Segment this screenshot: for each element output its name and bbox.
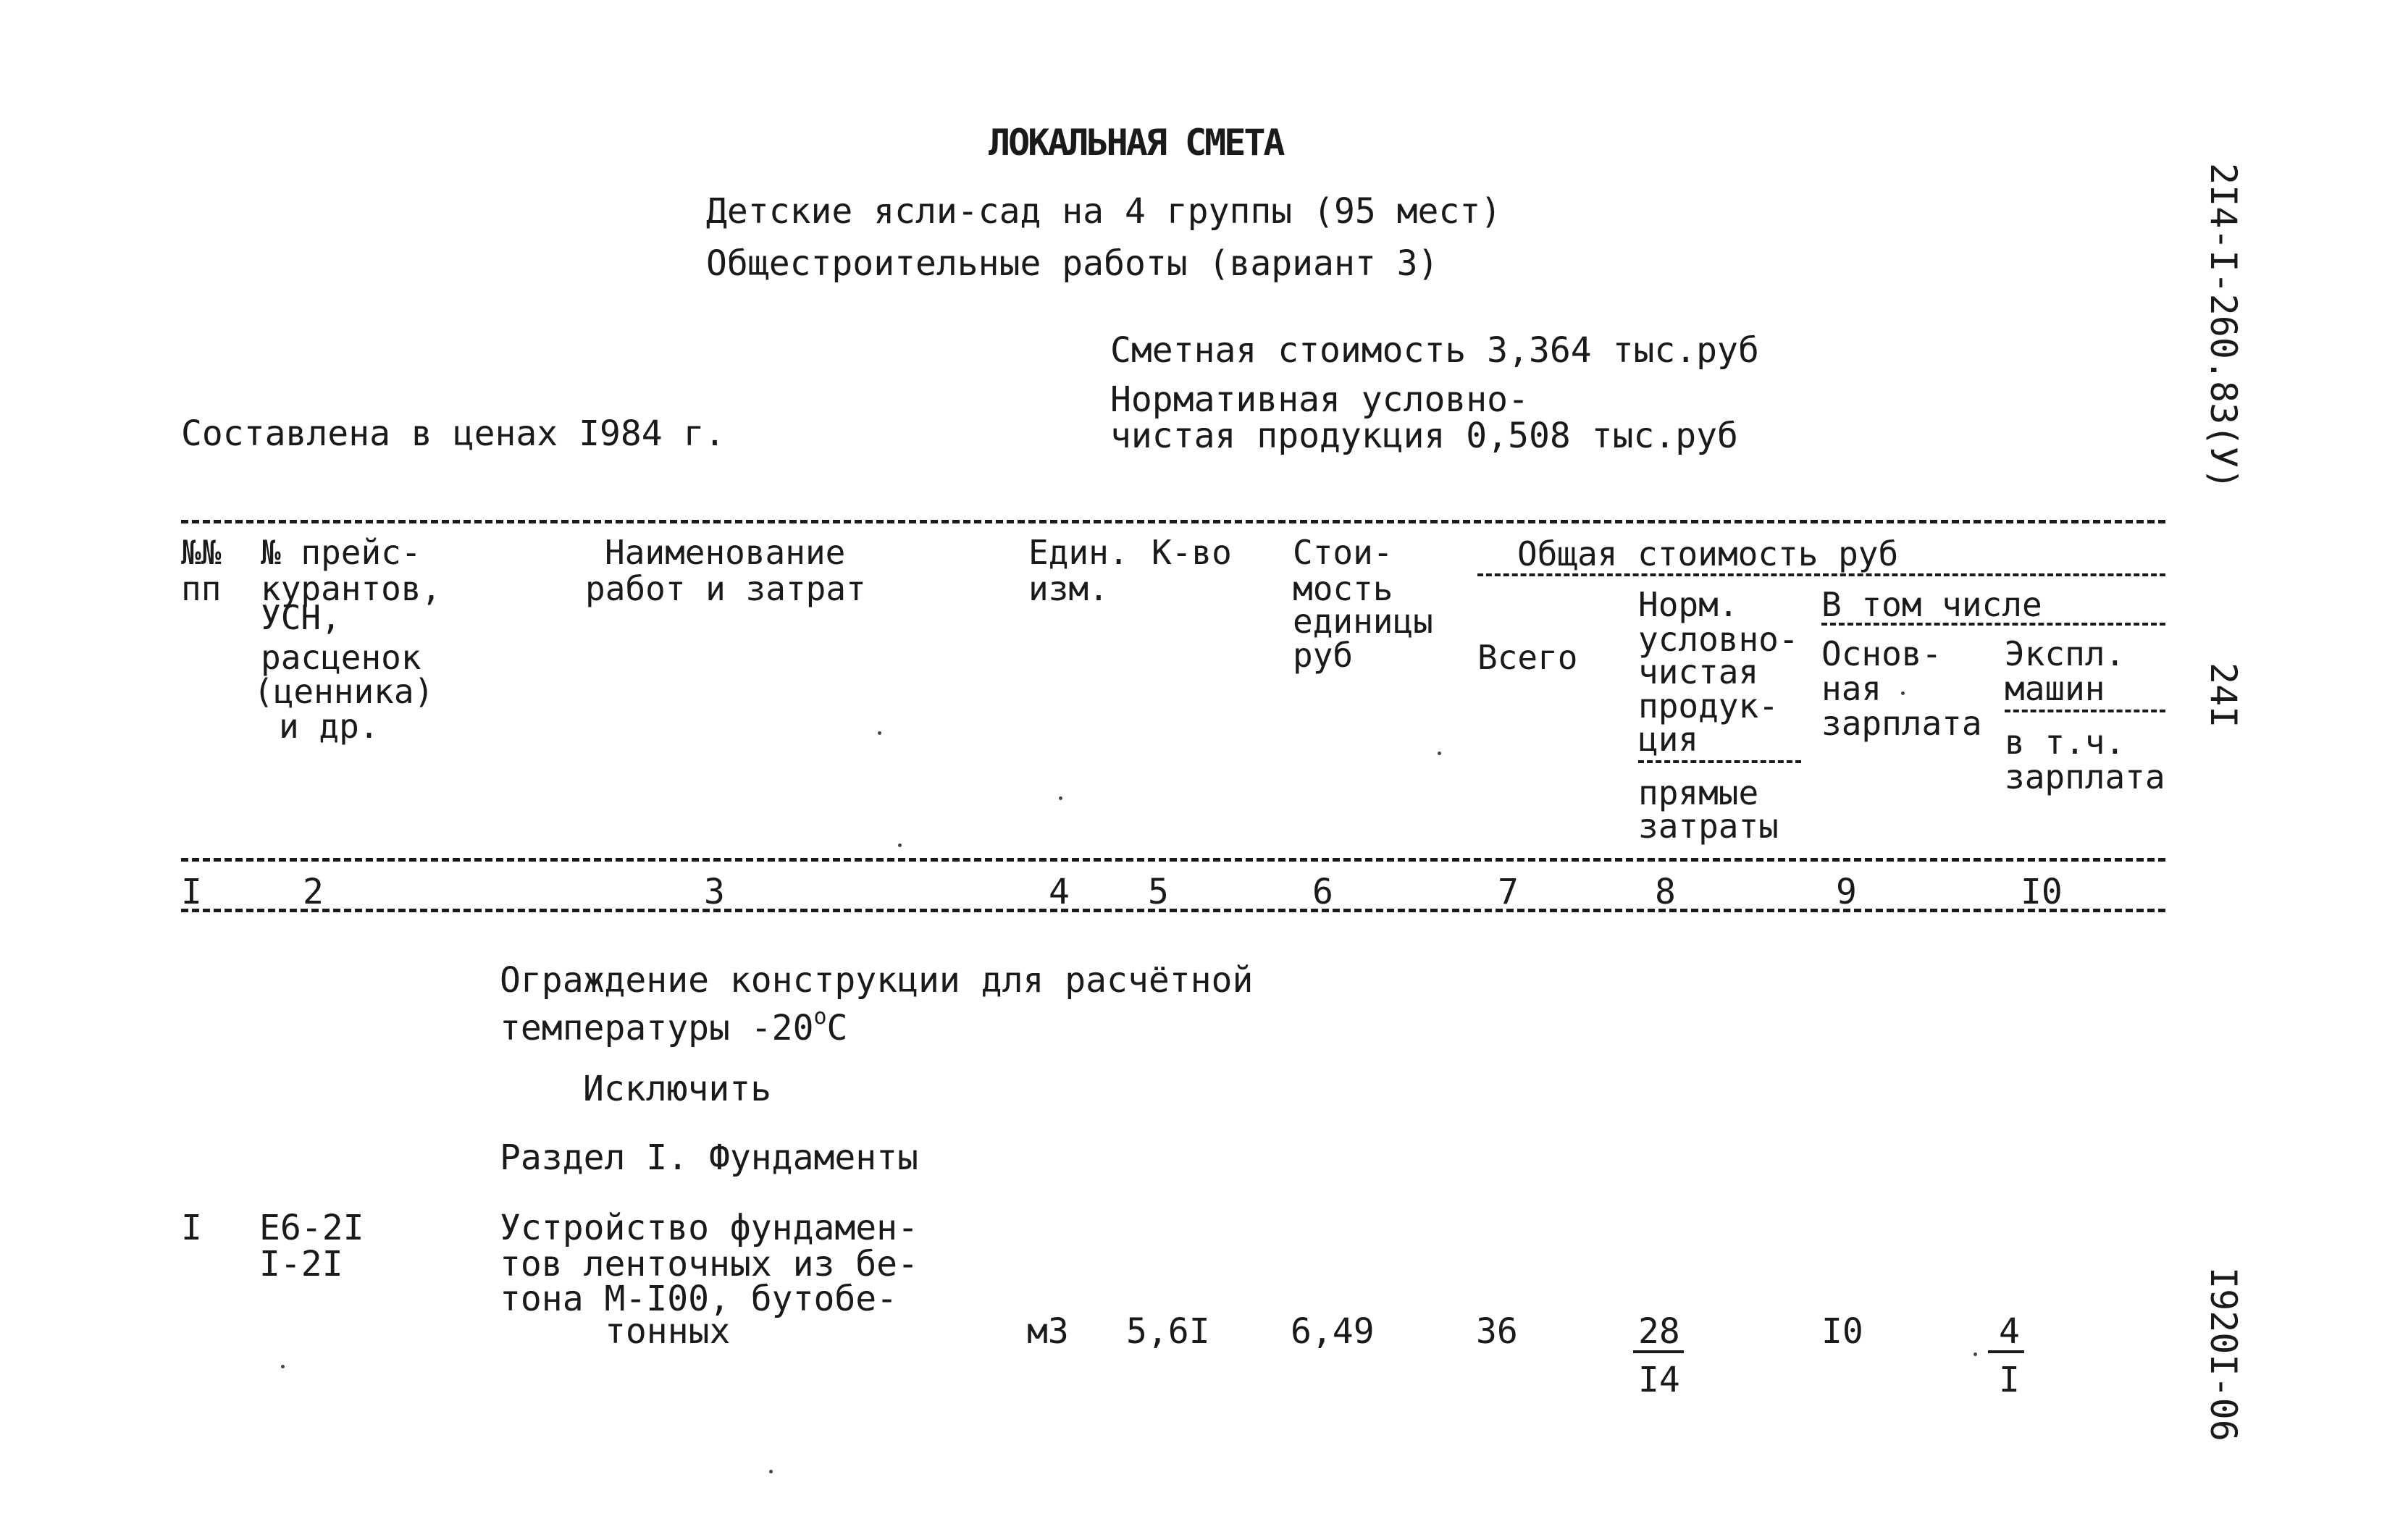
scan-speck — [898, 843, 902, 847]
column-number: 8 — [1655, 872, 1676, 912]
header-total-cost: Общая стоимость руб — [1517, 534, 1899, 573]
column-number: 9 — [1836, 872, 1857, 912]
header-including: В том числе — [1821, 585, 2042, 624]
work-name-line: Устройство фундамен- — [500, 1208, 918, 1248]
price-code-2: I-2I — [259, 1244, 343, 1284]
section-note-line1: Ограждение конструкции для расчётной — [500, 960, 1254, 1001]
direct-costs-cell: I4 — [1638, 1360, 1680, 1400]
object-name: Детские ясли-сад на 4 группы (95 мест) — [706, 191, 1502, 232]
header-col-8-line: продук- — [1638, 686, 1779, 725]
header-col-8-line: чистая — [1638, 652, 1759, 691]
header-col-5: К-во — [1152, 533, 1232, 572]
estimated-cost: Сметная стоимость 3,364 тыс.руб — [1110, 330, 1759, 371]
exclude-label: Исключить — [583, 1069, 772, 1109]
column-number: 3 — [704, 872, 725, 912]
header-col-10-line: Экспл. — [2005, 634, 2126, 673]
machines-fraction-line — [1988, 1350, 2024, 1353]
prices-year: Составлена в ценах I984 г. — [181, 413, 726, 454]
header-col-2-line: УСН, — [261, 598, 341, 637]
header-col-8-line: условно- — [1638, 620, 1799, 659]
header-col-10-bottom-line: в т.ч. — [2005, 723, 2126, 762]
col-8-underline — [1638, 760, 1801, 763]
scan-speck — [878, 731, 881, 735]
section-note-line2 — [500, 1004, 848, 1048]
scan-speck — [1901, 691, 1905, 695]
total-cost-underline — [1477, 573, 2165, 576]
norm-production-cell: 28 — [1638, 1311, 1680, 1352]
header-col-9-line: зарплата — [1821, 704, 1982, 743]
side-code-bottom: I920I-06 — [2202, 1267, 2244, 1442]
machines-salary-cell: I — [1999, 1360, 2020, 1400]
column-number: 5 — [1148, 872, 1169, 912]
column-number: I0 — [2021, 872, 2063, 912]
header-col-2-line: № прейс- — [261, 533, 421, 572]
document-title: ЛОКАЛЬНАЯ СМЕТА — [989, 122, 1283, 164]
salary-cell: I0 — [1821, 1311, 1863, 1352]
column-numbers-rule — [181, 909, 2165, 912]
work-type: Общестроительные работы (вариант 3) — [706, 243, 1439, 284]
header-col-6-line: единицы — [1293, 602, 1433, 641]
norm-fraction-line — [1633, 1350, 1684, 1353]
work-name-line: тона М-I00, бутобе- — [500, 1279, 898, 1319]
header-col-8-line: ция — [1638, 720, 1699, 759]
header-col-7: Всего — [1477, 638, 1578, 677]
work-name-line: тонных — [605, 1311, 731, 1352]
price-code-1: Е6-2I — [259, 1208, 364, 1248]
column-number: 4 — [1049, 872, 1070, 912]
header-col-9-line: ная — [1821, 669, 1882, 708]
header-col-1-line: №№ — [181, 533, 222, 572]
header-col-3-line: работ и затрат — [585, 569, 866, 608]
unit-cell: м3 — [1027, 1311, 1069, 1352]
header-col-6-line: Стои- — [1293, 533, 1393, 572]
column-number: I — [181, 872, 202, 912]
temperature-unit: С — [826, 1008, 848, 1048]
header-col-8-line: Норм. — [1638, 585, 1739, 624]
total-cost-cell: 36 — [1476, 1311, 1518, 1352]
header-col-10-line: машин — [2005, 669, 2105, 708]
column-number: 7 — [1498, 872, 1519, 912]
norm-production-line1: Нормативная условно- — [1110, 379, 1529, 420]
row-number: I — [181, 1208, 202, 1248]
header-col-1-line: пп — [181, 569, 222, 608]
including-underline — [1821, 623, 2165, 626]
header-col-3-line: Наименование — [605, 533, 846, 572]
scan-speck — [1974, 1352, 1977, 1356]
header-col-2-line: курантов, — [261, 569, 442, 608]
header-col-2-line: (ценника) — [253, 672, 435, 711]
degree-sign: о — [813, 1004, 827, 1030]
work-name-line: тов ленточных из бе- — [500, 1244, 918, 1284]
section-title: Раздел I. Фундаменты — [500, 1137, 918, 1178]
scan-speck — [1059, 796, 1062, 800]
scan-speck — [1438, 752, 1441, 755]
header-col-2-line: и др. — [279, 707, 379, 746]
scan-speck — [281, 1365, 285, 1368]
header-col-4-line: Един. — [1028, 533, 1129, 572]
col-10-underline — [2005, 710, 2165, 712]
header-col-9-line: Основ- — [1821, 634, 1942, 673]
norm-production-line2: чистая продукция 0,508 тыс.руб — [1110, 416, 1738, 456]
header-col-8-bottom-line: прямые — [1638, 773, 1759, 812]
side-code-top: 2I4-I-260.83(У) — [2202, 163, 2244, 490]
header-bottom-rule — [181, 858, 2165, 862]
table-top-rule — [181, 520, 2165, 523]
header-col-2-line: расценок — [261, 638, 421, 677]
header-col-4-line: изм. — [1028, 569, 1109, 608]
header-col-10-bottom-line: зарплата — [2005, 757, 2165, 796]
unit-cost-cell: 6,49 — [1291, 1311, 1375, 1352]
quantity-cell: 5,6I — [1126, 1311, 1210, 1352]
header-col-6-line: мость — [1293, 569, 1393, 608]
header-col-6-line: руб — [1293, 636, 1354, 675]
header-col-8-bottom-line: затраты — [1638, 807, 1779, 846]
column-number: 6 — [1312, 872, 1333, 912]
temperature-text: температуры -20 — [500, 1008, 814, 1048]
column-number: 2 — [303, 872, 324, 912]
machines-cell: 4 — [1999, 1311, 2020, 1352]
scan-speck — [769, 1470, 773, 1473]
side-page-number: 24I — [2202, 662, 2244, 728]
